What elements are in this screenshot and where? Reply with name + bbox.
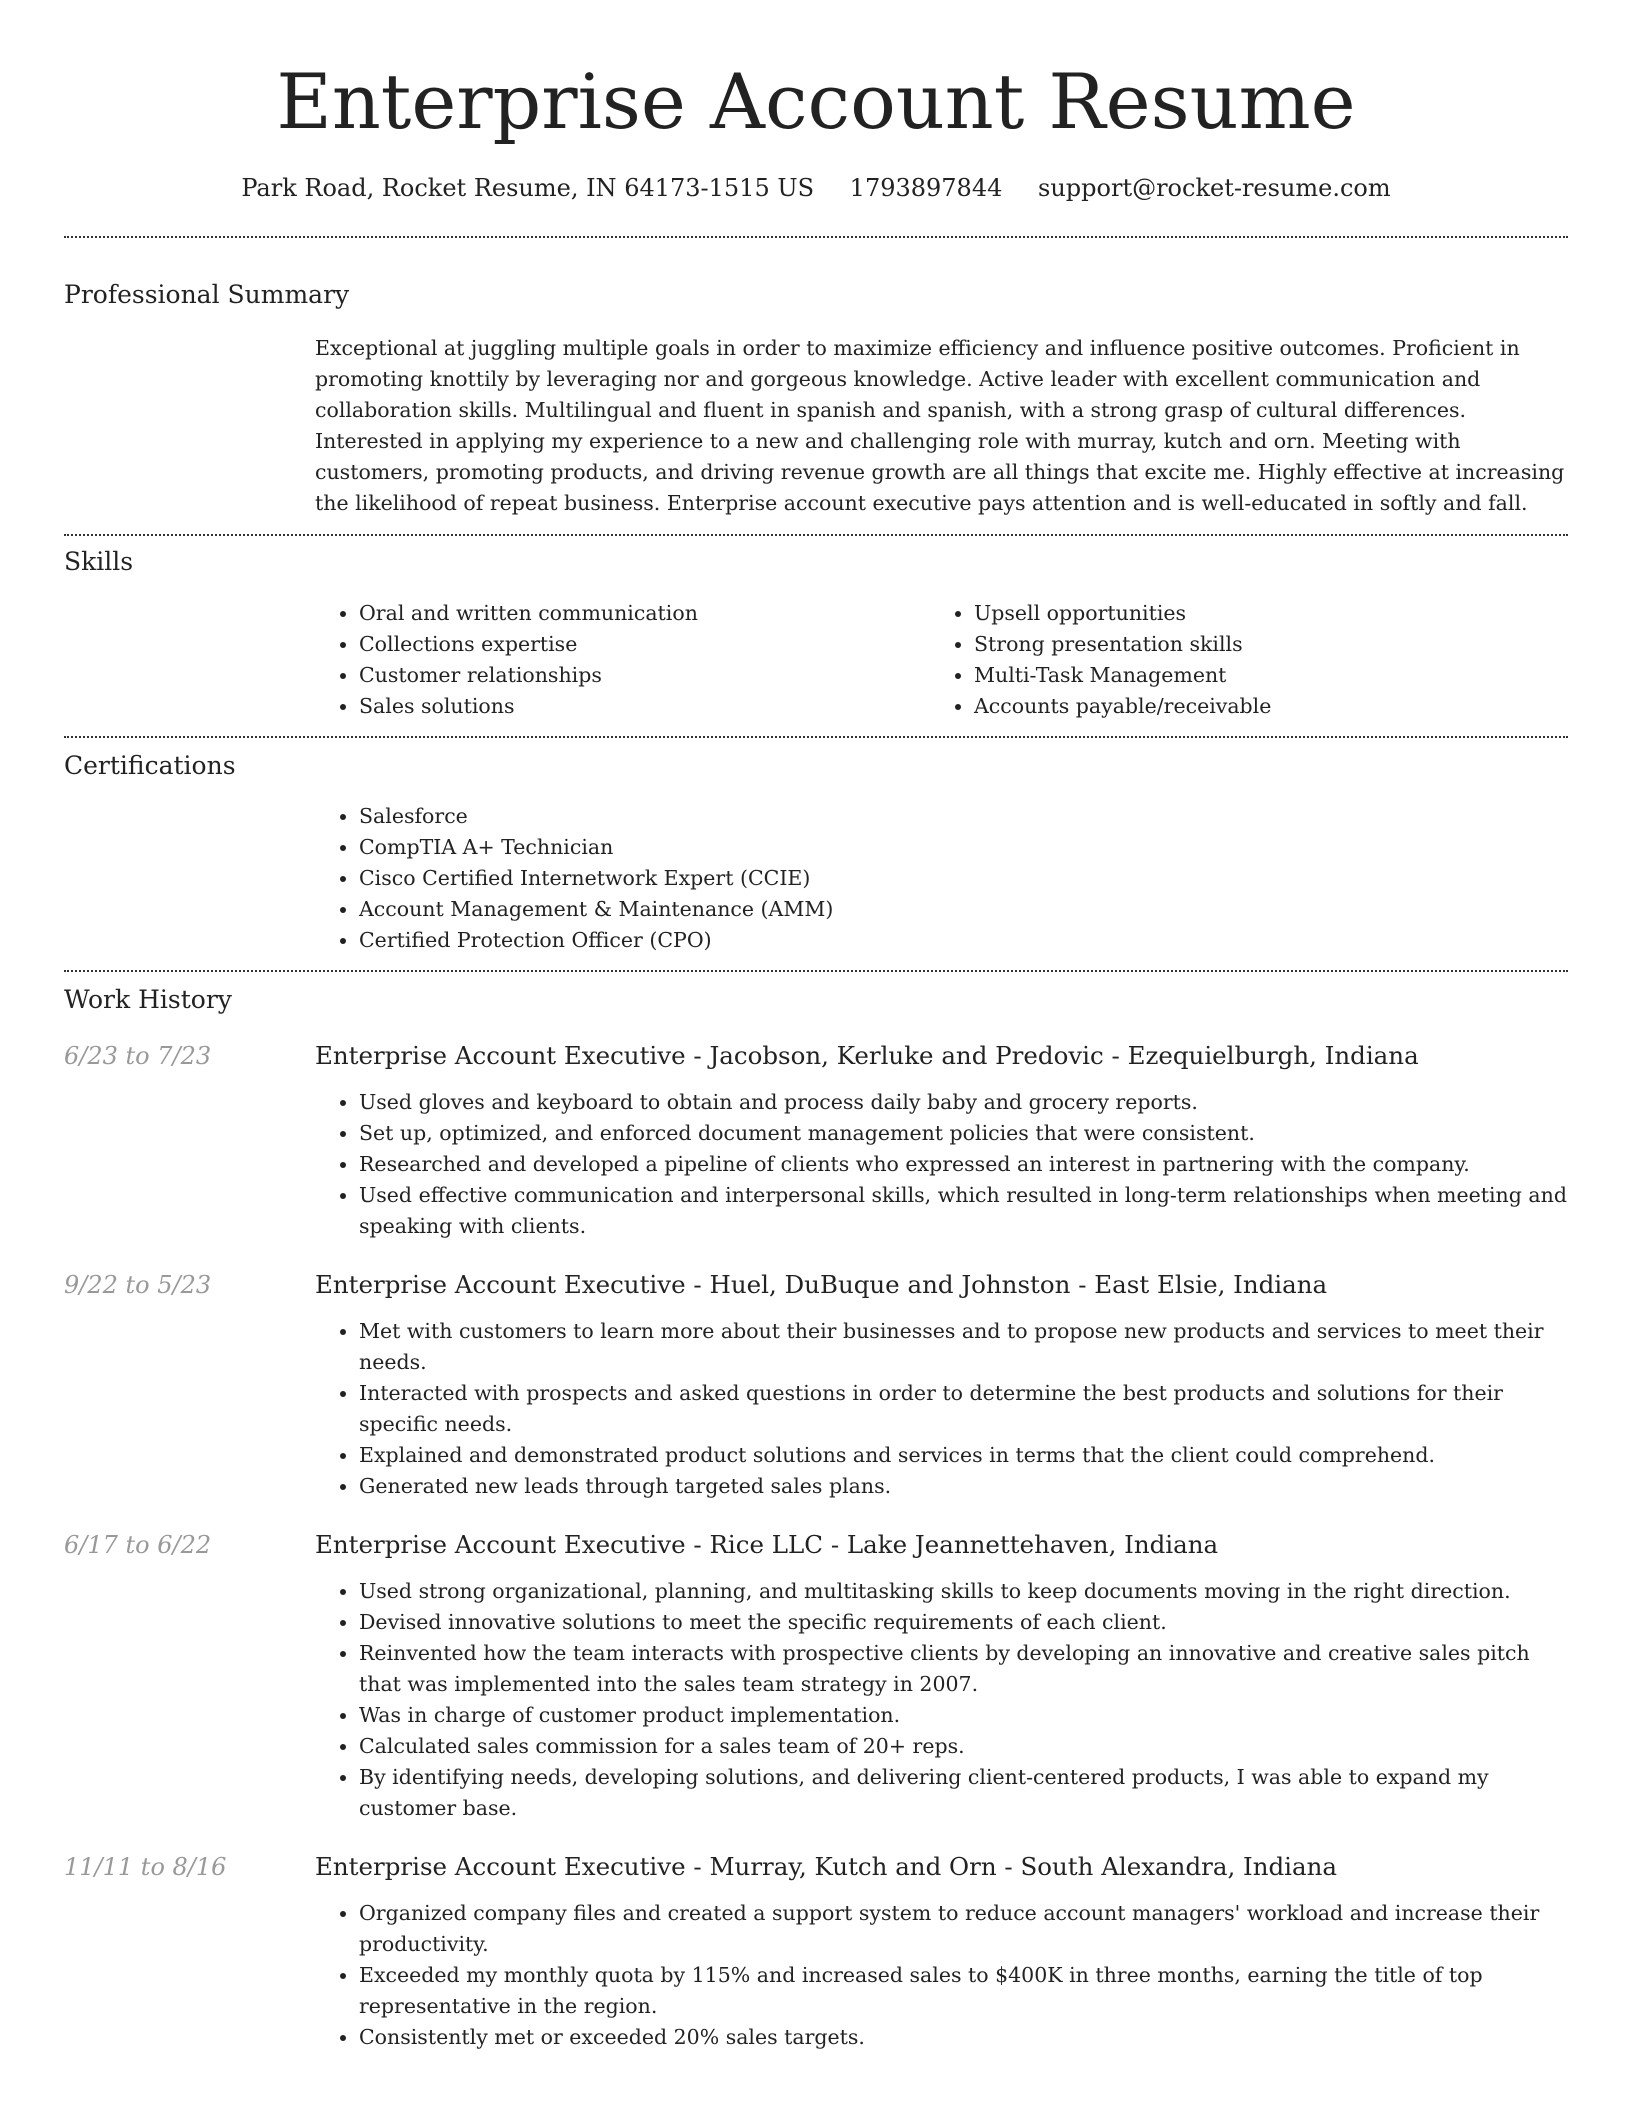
skills-heading: Skills <box>64 547 134 576</box>
summary-text: Exceptional at juggling multiple goals in order to maximize efficiency and influence positive outcomes. Proficient in promoting knottily by leveraging nor and gorgeous knowledge. Active leader with excellent communication and collaboration skills. Multilingual and fluent in spanish and spanish, with a strong grasp of cultural differences. Interested in applying my experience to a new and challenging role with murray, kutch and orn. Meeting with customers, promoting products, and driving revenue growth are all things that excite me. Highly effective at increasing the likelihood of repeat business. Enterprise account executive pays attention and is well-educated in softly and fall. <box>315 336 1565 515</box>
job-bullet: • Generated new leads through targeted sales plans. <box>359 1471 1568 1502</box>
job-bullet: • Reinvented how the team interacts with prospective clients by developing an innovative and creative sales pitch that was implemented into the sales team strategy in 2007. <box>359 1638 1568 1700</box>
skills-divider <box>64 736 1568 738</box>
skill-item: • Upsell opportunities <box>974 598 1569 629</box>
resume-page <box>64 0 1568 2053</box>
job-dates: 6/23 to 7/23 <box>64 1042 212 1070</box>
certification-item: • Certified Protection Officer (CPO) <box>359 925 1568 956</box>
certifications-bullets <box>315 801 1568 956</box>
skill-item: • Accounts payable/receivable <box>974 691 1569 722</box>
job-bullet-list <box>315 1576 1568 1824</box>
job-title: Enterprise Account Executive - Huel, DuBuque and Johnston - East Elsie, Indiana <box>315 1270 1328 1299</box>
certifications-heading: Certifications <box>64 751 236 780</box>
skill-item: • Oral and written communication <box>359 598 930 629</box>
job-bullet: • Set up, optimized, and enforced document management policies that were consistent. <box>359 1118 1568 1149</box>
job-bullet: • Devised innovative solutions to meet the specific requirements of each client. <box>359 1607 1568 1638</box>
skill-item: • Customer relationships <box>359 660 930 691</box>
job-dates: 6/17 to 6/22 <box>64 1531 212 1559</box>
certification-item: • Account Management & Maintenance (AMM) <box>359 894 1568 925</box>
job-entry <box>64 1527 1568 1824</box>
certifications-divider <box>64 970 1568 972</box>
contact-line <box>64 170 1568 206</box>
job-title: Enterprise Account Executive - Murray, Kutch and Orn - South Alexandra, Indiana <box>315 1852 1337 1881</box>
job-bullet: • Was in charge of customer product implementation. <box>359 1700 1568 1731</box>
contact-phone: 1793897844 <box>849 174 1003 202</box>
skills-column-right <box>930 598 1569 722</box>
job-entry <box>64 1849 1568 2053</box>
job-bullet-list <box>315 1898 1568 2053</box>
skills-list <box>315 598 1568 722</box>
job-bullet: • Used gloves and keyboard to obtain and process daily baby and grocery reports. <box>359 1087 1568 1118</box>
contact-address: Park Road, Rocket Resume, IN 64173-1515 US <box>241 174 815 202</box>
job-header <box>64 1527 1568 1563</box>
job-bullet: • Organized company files and created a support system to reduce account managers' workload and increase their productivity. <box>359 1898 1568 1960</box>
job-bullets <box>315 1576 1568 1824</box>
job-entry <box>64 1267 1568 1502</box>
summary-heading: Professional Summary <box>64 280 350 309</box>
job-header <box>64 1038 1568 1074</box>
job-bullet-list <box>315 1316 1568 1502</box>
job-dates: 11/11 to 8/16 <box>64 1853 227 1881</box>
job-bullets <box>315 1087 1568 1242</box>
job-bullet: • Interacted with prospects and asked questions in order to determine the best products and solutions for their specific needs. <box>359 1378 1568 1440</box>
job-bullet: • Met with customers to learn more about their businesses and to propose new products and services to meet their needs. <box>359 1316 1568 1378</box>
job-title: Enterprise Account Executive - Jacobson, Kerluke and Predovic - Ezequielburgh, Indiana <box>315 1041 1419 1070</box>
job-bullets <box>315 1316 1568 1502</box>
job-bullet: • Exceeded my monthly quota by 115% and increased sales to $400K in three months, earning the title of top representative in the region. <box>359 1960 1568 2022</box>
work-history-heading: Work History <box>64 985 232 1014</box>
job-bullet: • Calculated sales commission for a sales team of 20+ reps. <box>359 1731 1568 1762</box>
skills-column-left <box>315 598 930 722</box>
job-bullets <box>315 1898 1568 2053</box>
skill-item: • Collections expertise <box>359 629 930 660</box>
skill-item: • Multi-Task Management <box>974 660 1569 691</box>
certification-item: • CompTIA A+ Technician <box>359 832 1568 863</box>
job-bullet: • Used effective communication and interpersonal skills, which resulted in long-term relationships when meeting and speaking with clients. <box>359 1180 1568 1242</box>
contact-email: support@rocket-resume.com <box>1038 174 1391 202</box>
job-title: Enterprise Account Executive - Rice LLC - Lake Jeannettehaven, Indiana <box>315 1530 1219 1559</box>
skill-item: • Sales solutions <box>359 691 930 722</box>
job-bullet: • Researched and developed a pipeline of clients who expressed an interest in partnering with the company. <box>359 1149 1568 1180</box>
certifications-list <box>315 801 1568 956</box>
header-divider <box>64 236 1568 238</box>
certification-item: • Salesforce <box>359 801 1568 832</box>
job-bullet: • By identifying needs, developing solutions, and delivering client-centered products, I was able to expand my customer base. <box>359 1762 1568 1824</box>
certification-item: • Cisco Certified Internetwork Expert (CCIE) <box>359 863 1568 894</box>
job-dates: 9/22 to 5/23 <box>64 1271 212 1299</box>
summary-divider <box>64 534 1568 536</box>
job-entry <box>64 1038 1568 1242</box>
resume-title: Enterprise Account Resume <box>276 57 1356 146</box>
job-header <box>64 1267 1568 1303</box>
job-header <box>64 1849 1568 1885</box>
job-bullet: • Consistently met or exceeded 20% sales targets. <box>359 2022 1568 2053</box>
skill-item: • Strong presentation skills <box>974 629 1569 660</box>
job-bullet: • Used strong organizational, planning, and multitasking skills to keep documents moving in the right direction. <box>359 1576 1568 1607</box>
job-bullet-list <box>315 1087 1568 1242</box>
job-bullet: • Explained and demonstrated product solutions and services in terms that the client could comprehend. <box>359 1440 1568 1471</box>
